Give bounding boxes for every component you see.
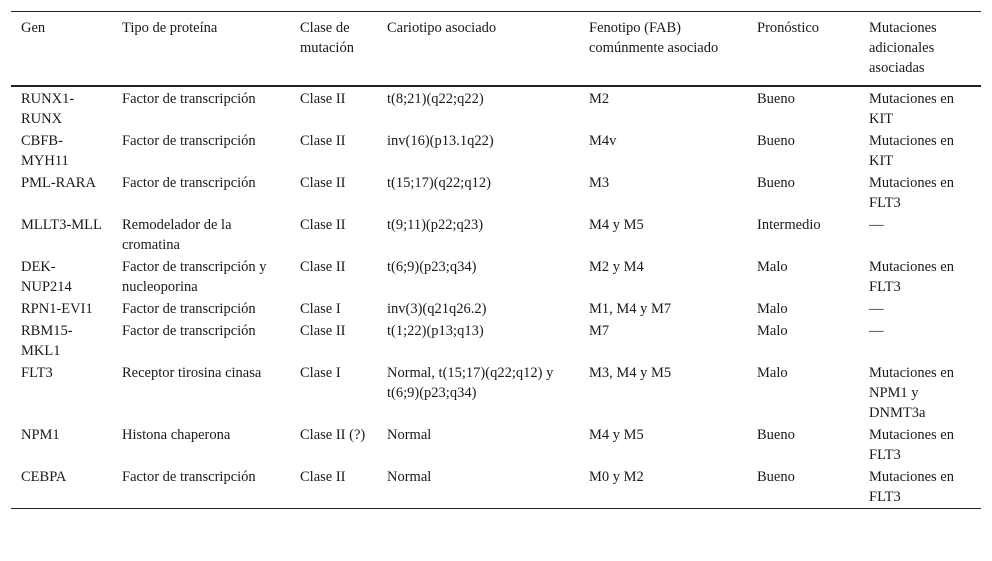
cell-karyotype: t(1;22)(p13;q13) <box>387 323 484 339</box>
cell-phenotype: M3, M4 y M5 <box>589 365 672 381</box>
table-body <box>11 86 981 509</box>
cell-additional-mutations: Mutaciones en KIT <box>869 91 954 127</box>
cell-protein-type: Factor de transcripción <box>122 469 256 485</box>
cell-mutation-class: Clase II <box>300 133 346 149</box>
cell-gen: CEBPA <box>21 469 67 485</box>
cell-prognosis: Intermedio <box>757 217 821 233</box>
cell-gen: NPM1 <box>21 427 60 443</box>
cell-karyotype: t(9;11)(p22;q23) <box>387 217 484 233</box>
header-karyotype: Cariotipo asociado <box>387 20 497 36</box>
cell-karyotype: Normal <box>387 427 432 443</box>
table-row <box>11 172 981 214</box>
cell-additional-mutations: Mutaciones en FLT3 <box>869 427 954 463</box>
cell-prognosis: Bueno <box>757 133 795 149</box>
cell-karyotype: t(8;21)(q22;q22) <box>387 91 484 107</box>
cell-protein-type: Remodelador de la cromatina <box>122 217 232 253</box>
mutations-table-container <box>11 11 981 509</box>
cell-additional-mutations: Mutaciones en KIT <box>869 133 954 169</box>
table-header <box>11 12 981 87</box>
cell-gen: MLLT3-MLL <box>21 217 102 233</box>
cell-gen: DEK-NUP214 <box>21 259 72 295</box>
cell-mutation-class: Clase II <box>300 175 346 191</box>
cell-additional-mutations: Mutaciones en FLT3 <box>869 469 954 505</box>
cell-additional-mutations: Mutaciones en FLT3 <box>869 175 954 211</box>
cell-mutation-class: Clase II <box>300 323 346 339</box>
cell-protein-type: Histona chaperona <box>122 427 231 443</box>
cell-phenotype: M1, M4 y M7 <box>589 301 672 317</box>
cell-protein-type: Receptor tirosina cinasa <box>122 365 262 381</box>
table-row <box>11 130 981 172</box>
cell-mutation-class: Clase II <box>300 259 346 275</box>
cell-gen: PML-RARA <box>21 175 96 191</box>
cell-phenotype: M3 <box>589 175 610 191</box>
cell-karyotype: t(6;9)(p23;q34) <box>387 259 477 275</box>
cell-additional-mutations: Mutaciones en NPM1 y DNMT3a <box>869 365 954 421</box>
header-phenotype: Fenotipo (FAB) comúnmente asociado <box>589 20 719 56</box>
cell-protein-type: Factor de transcripción <box>122 133 256 149</box>
cell-karyotype: Normal, t(15;17)(q22;q12) y t(6;9)(p23;q34) <box>387 365 554 401</box>
header-protein-type: Tipo de proteína <box>122 20 218 36</box>
cell-phenotype: M4 y M5 <box>589 217 644 233</box>
cell-gen: CBFB-MYH11 <box>21 133 69 169</box>
table-row <box>11 214 981 256</box>
cell-mutation-class: Clase II <box>300 469 346 485</box>
cell-phenotype: M2 y M4 <box>589 259 644 275</box>
header-mutation-class: Clase de mutación <box>300 20 354 56</box>
cell-additional-mutations: — <box>869 217 884 233</box>
cell-phenotype: M0 y M2 <box>589 469 644 485</box>
header-gen: Gen <box>21 20 46 36</box>
cell-gen: RUNX1-RUNX <box>21 91 75 127</box>
cell-phenotype: M2 <box>589 91 610 107</box>
cell-karyotype: inv(16)(p13.1q22) <box>387 133 494 149</box>
cell-mutation-class: Clase I <box>300 365 341 381</box>
mutations-table <box>11 11 981 509</box>
cell-mutation-class: Clase I <box>300 301 341 317</box>
cell-mutation-class: Clase II (?) <box>300 427 366 443</box>
cell-mutation-class: Clase II <box>300 91 346 107</box>
cell-phenotype: M4 y M5 <box>589 427 644 443</box>
cell-prognosis: Bueno <box>757 427 795 443</box>
table-row <box>11 320 981 362</box>
cell-additional-mutations: — <box>869 301 884 317</box>
cell-karyotype: inv(3)(q21q26.2) <box>387 301 487 317</box>
cell-protein-type: Factor de transcripción <box>122 91 256 107</box>
cell-prognosis: Malo <box>757 301 788 317</box>
cell-additional-mutations: Mutaciones en FLT3 <box>869 259 954 295</box>
cell-protein-type: Factor de transcripción y nucleoporina <box>122 259 267 295</box>
header-row <box>11 12 981 87</box>
table-row <box>11 86 981 130</box>
cell-prognosis: Bueno <box>757 175 795 191</box>
cell-prognosis: Malo <box>757 365 788 381</box>
cell-karyotype: Normal <box>387 469 432 485</box>
cell-gen: RPN1-EVI1 <box>21 301 93 317</box>
table-row <box>11 466 981 509</box>
table-row <box>11 362 981 424</box>
cell-karyotype: t(15;17)(q22;q12) <box>387 175 491 191</box>
cell-phenotype: M4v <box>589 133 617 149</box>
header-additional-mutations: Mutaciones adicionales asociadas <box>869 20 937 76</box>
cell-mutation-class: Clase II <box>300 217 346 233</box>
cell-prognosis: Malo <box>757 323 788 339</box>
cell-prognosis: Malo <box>757 259 788 275</box>
cell-additional-mutations: — <box>869 323 884 339</box>
table-row <box>11 298 981 320</box>
table-row <box>11 424 981 466</box>
cell-protein-type: Factor de transcripción <box>122 323 256 339</box>
cell-phenotype: M7 <box>589 323 610 339</box>
cell-gen: FLT3 <box>21 365 53 381</box>
cell-protein-type: Factor de transcripción <box>122 175 256 191</box>
table-row <box>11 256 981 298</box>
cell-prognosis: Bueno <box>757 91 795 107</box>
cell-gen: RBM15-MKL1 <box>21 323 73 359</box>
cell-protein-type: Factor de transcripción <box>122 301 256 317</box>
cell-prognosis: Bueno <box>757 469 795 485</box>
header-prognosis: Pronóstico <box>757 20 820 36</box>
